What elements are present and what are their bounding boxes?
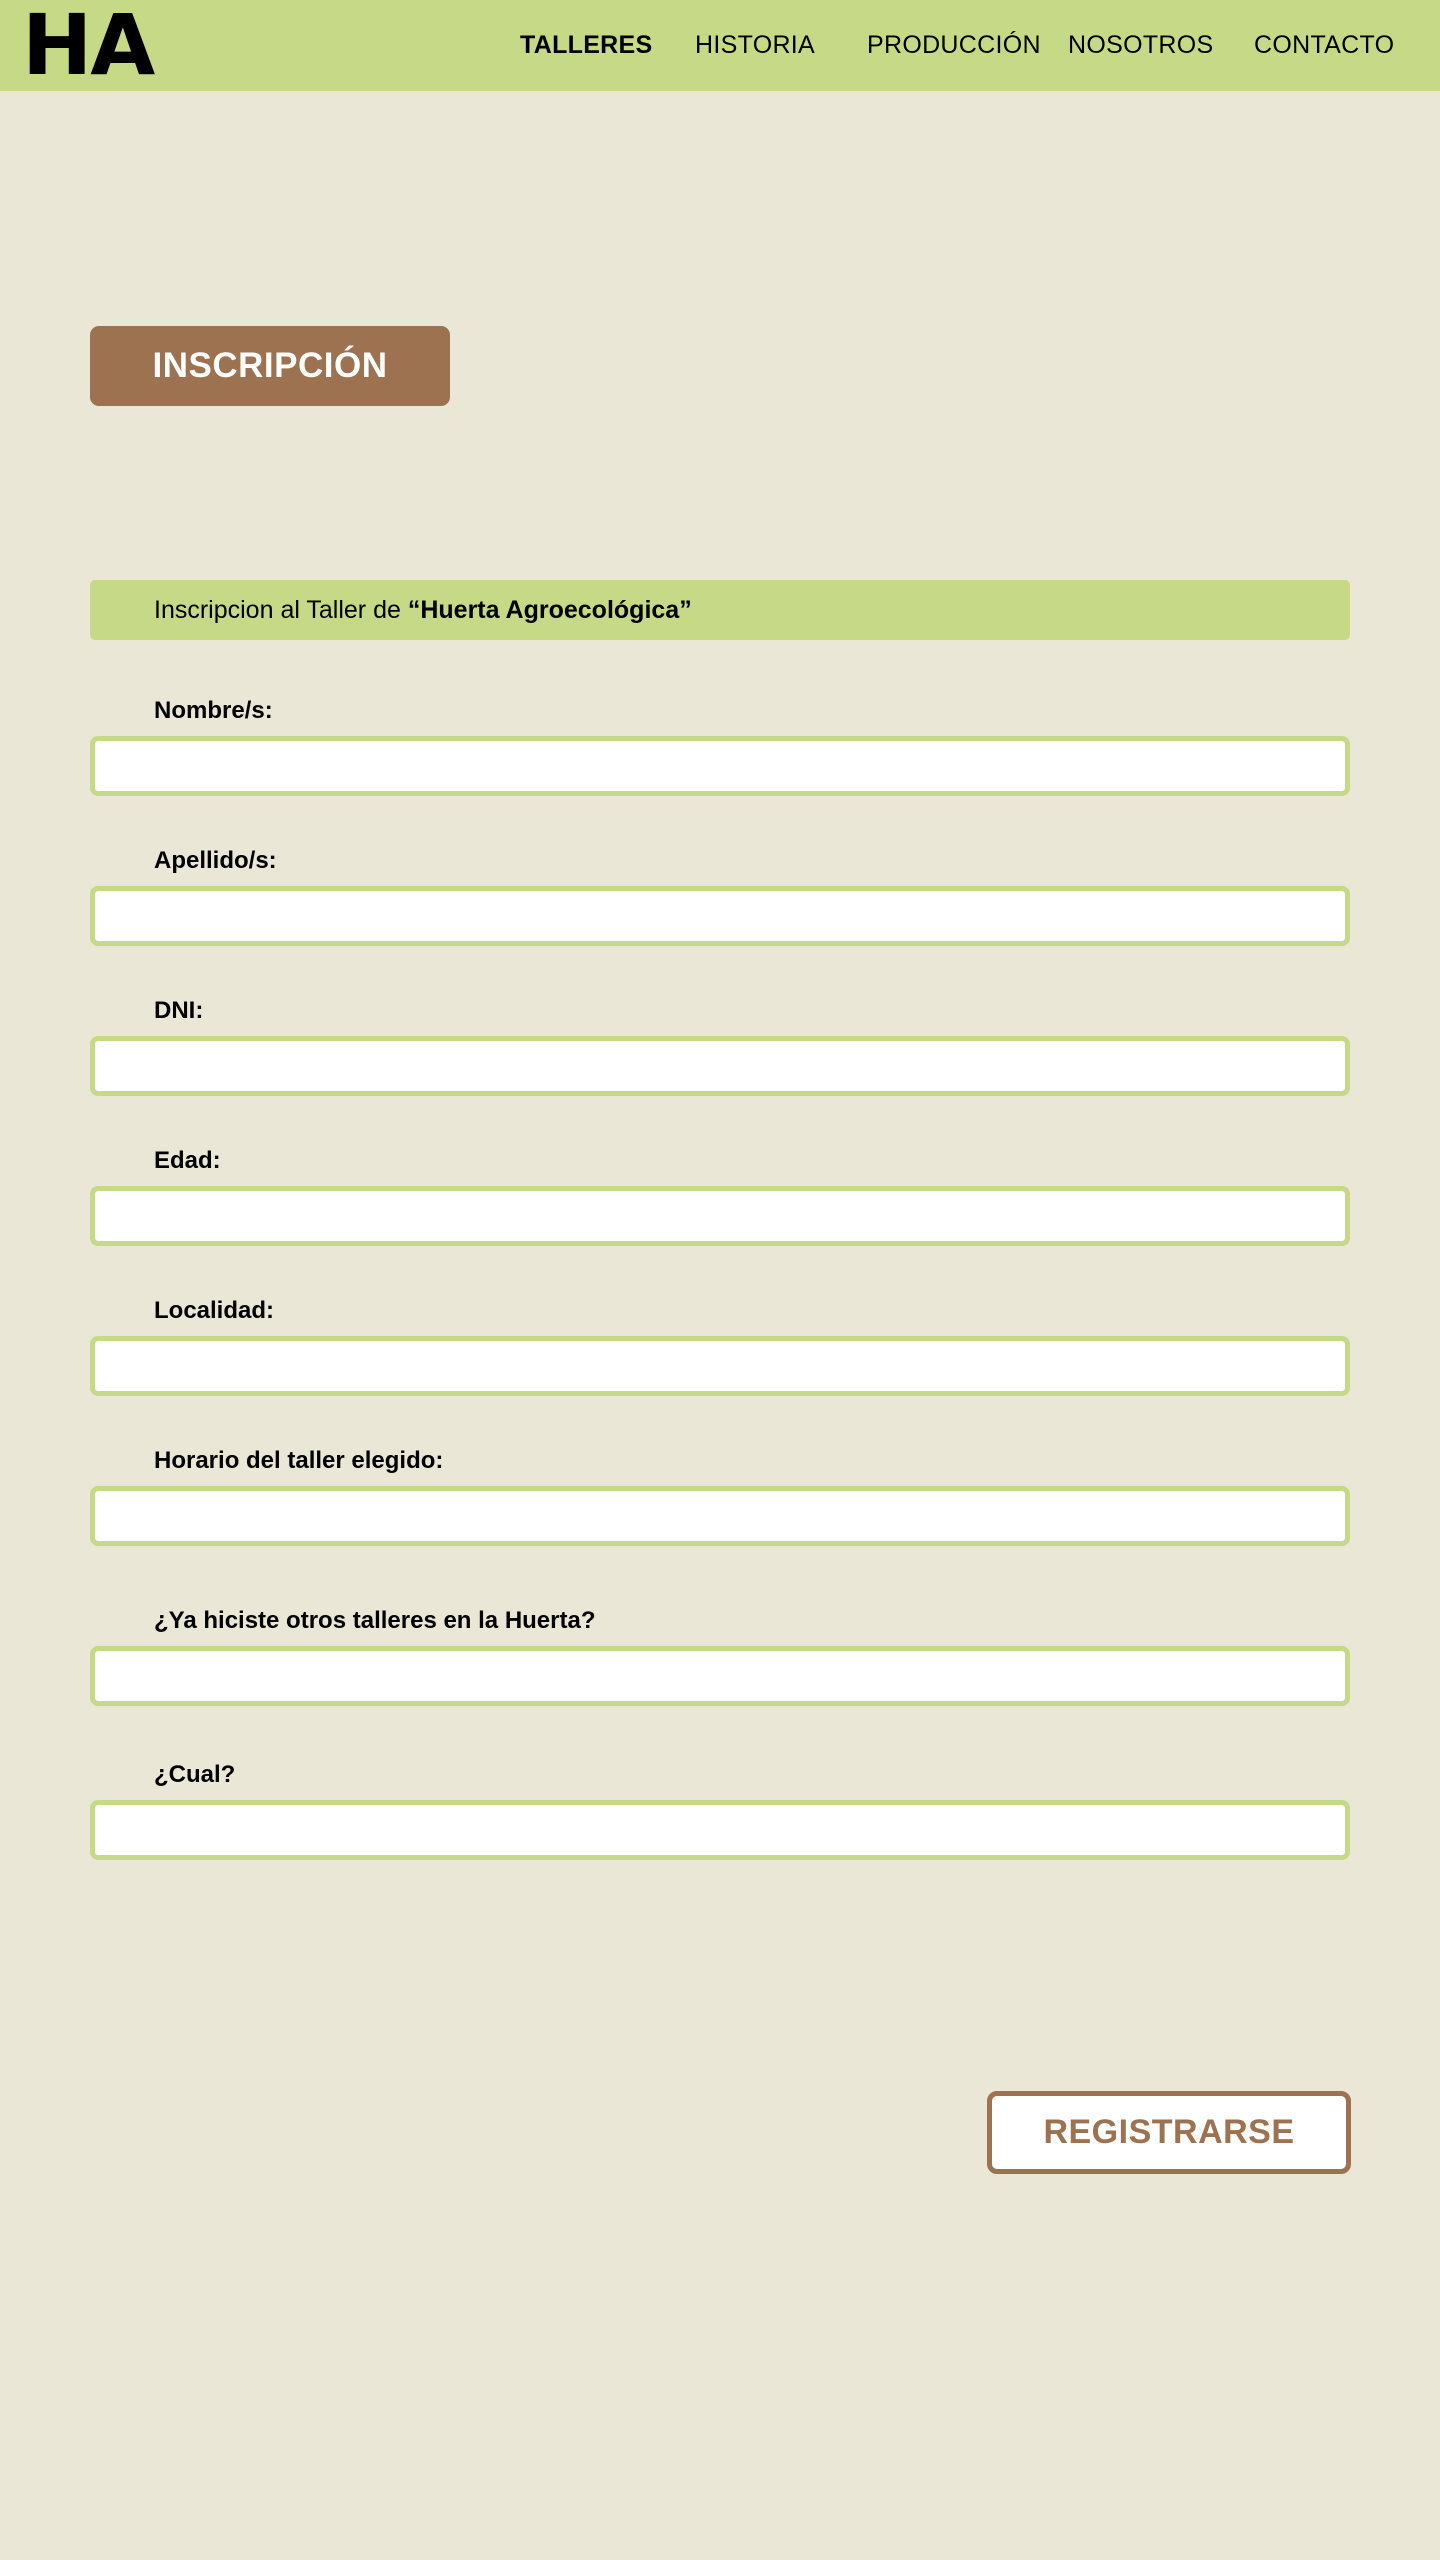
- page-title: INSCRIPCIÓN: [90, 326, 450, 406]
- schedule-input[interactable]: [90, 1486, 1350, 1546]
- previous-workshops-label: ¿Ya hiciste otros talleres en la Huerta?: [154, 1607, 596, 1634]
- nav-item-historia[interactable]: HISTORIA: [695, 31, 816, 59]
- register-button[interactable]: REGISTRARSE: [987, 2091, 1351, 2174]
- locality-input[interactable]: [90, 1336, 1350, 1396]
- site-logo[interactable]: HA: [22, 0, 154, 94]
- course-banner-prefix: Inscripcion al Taller de: [154, 596, 408, 624]
- which-workshop-label: ¿Cual?: [154, 1761, 236, 1788]
- nav-item-contacto[interactable]: CONTACTO: [1254, 31, 1395, 59]
- dni-input[interactable]: [90, 1036, 1350, 1096]
- schedule-label: Horario del taller elegido:: [154, 1447, 444, 1474]
- first-name-input[interactable]: [90, 736, 1350, 796]
- last-name-label: Apellido/s:: [154, 847, 277, 874]
- dni-label: DNI:: [154, 997, 204, 1024]
- which-workshop-input[interactable]: [90, 1800, 1350, 1860]
- age-label: Edad:: [154, 1147, 221, 1174]
- nav-item-produccion[interactable]: PRODUCCIÓN: [867, 31, 1041, 59]
- last-name-input[interactable]: [90, 886, 1350, 946]
- first-name-label: Nombre/s:: [154, 697, 273, 724]
- nav-item-nosotros[interactable]: NOSOTROS: [1068, 31, 1214, 59]
- nav-item-talleres[interactable]: TALLERES: [520, 31, 653, 59]
- site-header: [0, 0, 1440, 94]
- previous-workshops-input[interactable]: [90, 1646, 1350, 1706]
- course-banner: [90, 580, 1350, 640]
- age-input[interactable]: [90, 1186, 1350, 1246]
- locality-label: Localidad:: [154, 1297, 275, 1324]
- course-name: “Huerta Agroecológica”: [407, 596, 692, 624]
